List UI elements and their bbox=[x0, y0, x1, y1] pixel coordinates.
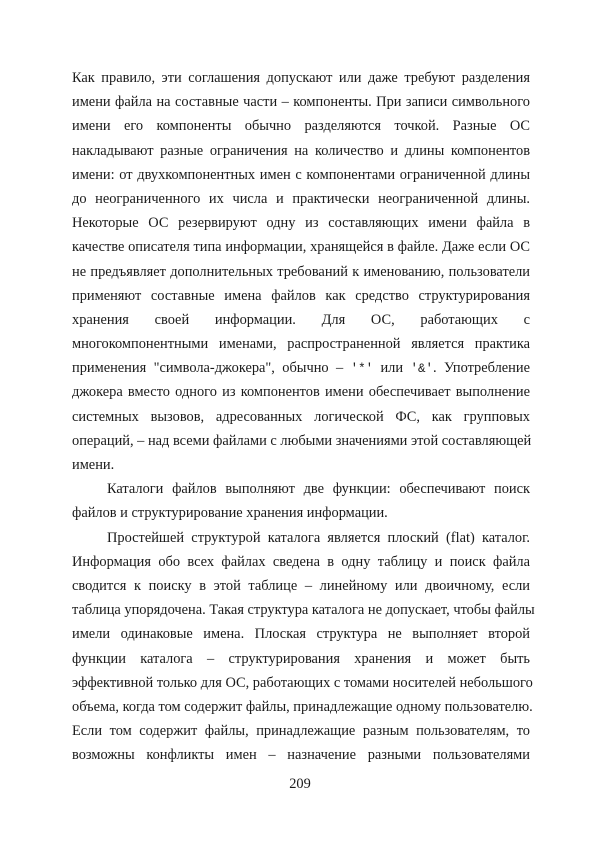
text-line: Каталоги файлов выполняют две функции: обеспечивают поиск bbox=[107, 481, 530, 498]
text-line: имени. bbox=[72, 457, 115, 473]
paragraph-1 bbox=[72, 66, 530, 477]
text-line: Как правило, эти соглашения допускают или даже требуют разделения bbox=[72, 70, 530, 86]
wildcard-ampersand-code: '&' bbox=[410, 362, 433, 377]
text-line: Информация обо всех файлах сведена в одну таблицу и поиск файла bbox=[72, 553, 530, 570]
text-line: возможны конфликты имен – назначение разными пользователями bbox=[72, 747, 530, 764]
wildcard-text-before: применения "символа-джокера", обычно – bbox=[72, 360, 344, 377]
text-line: имени его компоненты обычно разделяются точкой. Разные ОС bbox=[72, 118, 530, 135]
text-line: имени файла на составные части – компоненты. При записи символьного bbox=[72, 94, 530, 111]
text-line: файлов и структурирование хранения информации. bbox=[72, 505, 388, 522]
text-line: применяют составные имена файлов как средство структурирования bbox=[72, 287, 530, 304]
text-line: объема, когда том содержит файлы, принадлежащие одному пользователю. bbox=[72, 698, 533, 715]
text-line: имени: от двухкомпонентных имен с компонентами ограниченной длины bbox=[72, 166, 530, 183]
text-line: качестве описателя типа информации, хранящейся в файле. Даже если ОС bbox=[72, 239, 530, 256]
text-line: имели одинаковые имена. Плоская структура не выполняет второй bbox=[72, 626, 530, 643]
paragraph-2 bbox=[72, 477, 530, 525]
text-line: не предъявляет дополнительных требований к именованию, пользователи bbox=[72, 263, 530, 280]
text-line: Если том содержит файлы, принадлежащие разным пользователям, то bbox=[72, 723, 530, 740]
text-line: таблица упорядочена. Такая структура каталога не допускает, чтобы файлы bbox=[72, 602, 535, 619]
wildcard-asterisk-code: '*' bbox=[350, 362, 374, 377]
text-line: Простейшей структурой каталога является плоский (flat) каталог. bbox=[107, 529, 530, 546]
text-line: эффективной только для ОС, работающих с томами носителей небольшого bbox=[72, 674, 533, 691]
text-line: до неограниченного их числа и практически неограниченной длины. bbox=[72, 190, 530, 207]
wildcard-line bbox=[72, 356, 530, 380]
wildcard-text-after: . Употребление bbox=[432, 360, 530, 377]
text-line: системных вызовов, адресованных логической ФС, как групповых bbox=[72, 408, 530, 425]
text-line: джокера вместо одного из компонентов имени обеспечивает выполнение bbox=[72, 384, 530, 401]
paragraph-3 bbox=[72, 526, 535, 768]
wildcard-text-middle: или bbox=[380, 360, 404, 377]
text-line: хранения своей информации. Для ОС, работающих с bbox=[72, 311, 530, 328]
text-line: функции каталога – структурирования хранения и может быть bbox=[72, 650, 530, 667]
text-line: Некоторые ОС резервируют одну из составляющих имени файла в bbox=[72, 215, 530, 232]
text-line: сводится к поиску в этой таблице – линейному или двоичному, если bbox=[72, 577, 530, 594]
text-line: накладывают разные ограничения на количество и длины компонентов bbox=[72, 142, 530, 159]
page-number: 209 bbox=[289, 776, 311, 792]
text-line: операций, – над всеми файлами с любыми значениями этой составляющей bbox=[72, 432, 532, 449]
text-line: многокомпонентными именами, распространенной является практика bbox=[72, 336, 530, 353]
body-text bbox=[72, 66, 535, 767]
